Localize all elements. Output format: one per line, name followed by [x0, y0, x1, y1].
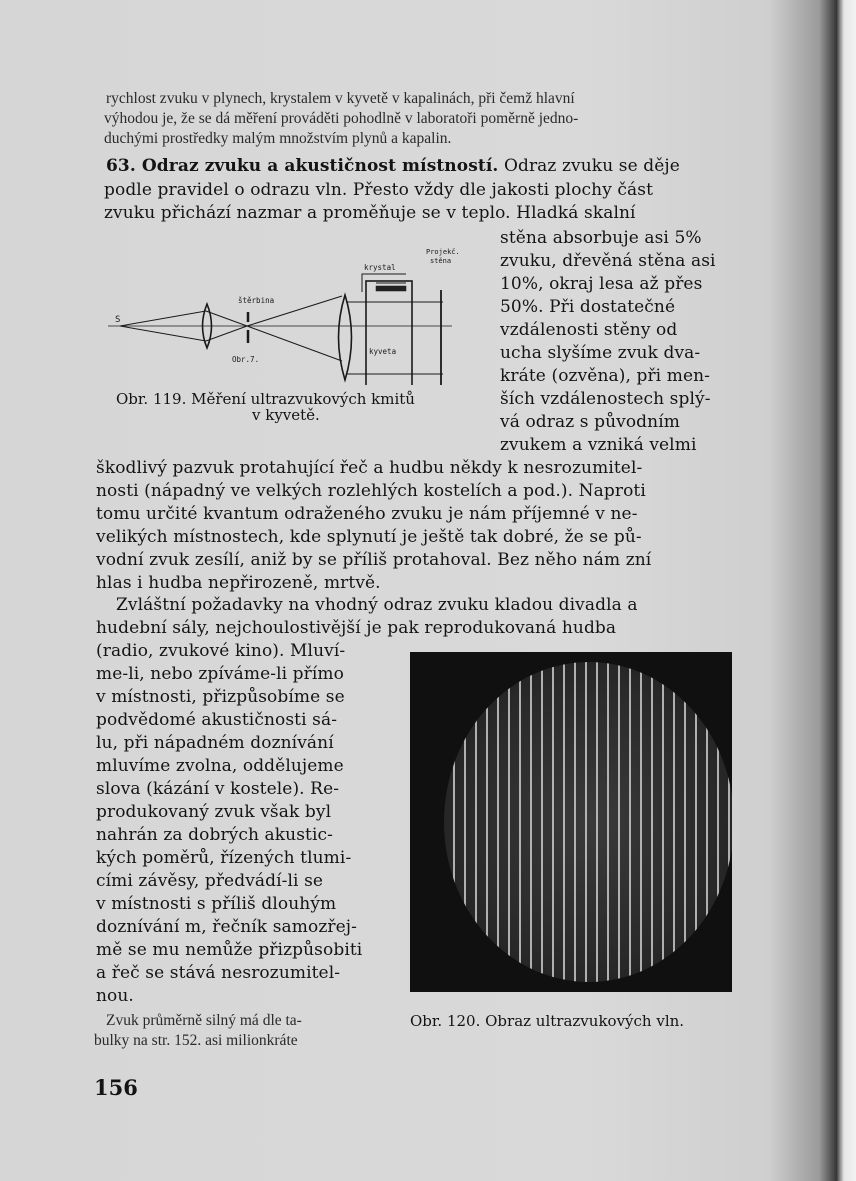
- right-col-line: zvukem a vzniká velmi: [500, 435, 697, 455]
- footer-line-1: Zvuk průměrně silný má dle ta-: [106, 1012, 302, 1029]
- figure-119-caption-1: Obr. 119. Měření ultrazvukových kmitů: [116, 390, 415, 408]
- left-col-line: nahrán za dobrých akustic-: [96, 825, 333, 845]
- section-heading: 63. Odraz zvuku a akustičnost místností.: [106, 156, 499, 176]
- body-line: tomu určité kvantum odraženého zvuku je nám příjemné v ne-: [96, 504, 638, 524]
- label-cuvette: kyveta: [369, 347, 397, 356]
- right-col-line: vzdálenosti stěny od: [500, 320, 678, 340]
- label-screen-1: Projekč.: [426, 248, 460, 256]
- footer-line-2: bulky na str. 152. asi milionkráte: [94, 1032, 298, 1049]
- label-slit: štěrbina: [238, 296, 275, 305]
- label-screen-2: stěna: [430, 257, 452, 265]
- label-source: S: [115, 315, 121, 325]
- body-line: velikých místnostech, kde splynutí je ještě tak dobré, že se pů-: [96, 527, 642, 547]
- ultrasound-wave-pattern: [444, 662, 732, 982]
- left-col-line: slova (kázání v kostele). Re-: [96, 779, 340, 799]
- body-line: hudební sály, nejchoulostivější je pak reprodukovaná hudba: [96, 618, 617, 638]
- section-heading-line: [106, 156, 680, 177]
- body-line: hlas i hudba nepřirozeně, mrtvě.: [96, 573, 381, 593]
- left-col-line: doznívání m, řečník samozřej-: [96, 917, 357, 937]
- right-col-line: 10%, okraj lesa až přes: [500, 274, 703, 294]
- left-col-line: produkovaný zvuk však byl: [96, 802, 332, 822]
- left-col-line: lu, při nápadném doznívání: [96, 733, 334, 753]
- body-line: škodlivý pazvuk protahující řeč a hudbu někdy k nesrozumitel-: [96, 458, 643, 478]
- page-number: 156: [94, 1075, 138, 1100]
- left-col-line: v místnosti s příliš dlouhým: [96, 894, 337, 914]
- section-heading-rest: Odraz zvuku se děje: [503, 156, 680, 176]
- label-crystal: krystal: [364, 263, 396, 272]
- left-col-line: podvědomé akustičnosti sá-: [96, 710, 338, 730]
- right-col-line: kráte (ozvěna), při men-: [500, 366, 710, 386]
- page-edge-shadow: [836, 0, 856, 1181]
- intro-line-2: výhodou je, že se dá měření prováděti pohodlně v laboratoři poměrně jedno-: [104, 110, 579, 127]
- label-obr7: Obr.7.: [232, 355, 260, 364]
- figure-120-caption: Obr. 120. Obraz ultrazvukových vln.: [410, 1012, 685, 1030]
- right-col-line: zvuku, dřevěná stěna asi: [500, 251, 716, 271]
- figure-119-caption-2: v kyvetě.: [252, 406, 320, 424]
- figure-119-diagram: [100, 240, 460, 385]
- left-col-line: kých poměrů, řízených tlumi-: [96, 848, 352, 868]
- left-col-line: a řeč se stává nesrozumitel-: [96, 963, 341, 983]
- body-line: vodní zvuk zesílí, aniž by se příliš protahoval. Bez něho nám zní: [96, 550, 652, 570]
- left-col-line: cími závěsy, předvádí-li se: [96, 871, 324, 891]
- intro-line-1: rychlost zvuku v plynech, krystalem v kyvetě v kapalinách, při čemž hlavní: [106, 90, 575, 107]
- figure-120-photo: [410, 652, 732, 992]
- left-col-line: v místnosti, přizpůsobíme se: [96, 687, 345, 707]
- left-col-line: (radio, zvukové kino). Mluví-: [96, 641, 346, 661]
- right-col-line: vá odraz s původním: [500, 412, 680, 432]
- body-line: podle pravidel o odrazu vln. Přesto vždy dle jakosti plochy část: [104, 180, 654, 200]
- right-col-line: ších vzdálenostech splý-: [500, 389, 711, 409]
- intro-line-3: duchými prostředky malým množstvím plynů a kapalin.: [104, 130, 452, 147]
- left-col-line: mě se mu nemůže přizpůsobiti: [96, 940, 363, 960]
- right-col-line: stěna absorbuje asi 5%: [500, 228, 702, 248]
- left-col-line: nou.: [96, 986, 134, 1006]
- left-col-line: me-li, nebo zpíváme-li přímo: [96, 664, 344, 684]
- body-line: zvuku přichází nazmar a proměňuje se v teplo. Hladká skalní: [104, 203, 636, 223]
- right-col-line: 50%. Při dostatečné: [500, 297, 676, 317]
- body-line: Zvláštní požadavky na vhodný odraz zvuku kladou divadla a: [116, 595, 638, 615]
- body-line: nosti (nápadný ve velkých rozlehlých kostelích a pod.). Naproti: [96, 481, 646, 501]
- left-col-line: mluvíme zvolna, oddělujeme: [96, 756, 344, 776]
- right-col-line: ucha slyšíme zvuk dva-: [500, 343, 701, 363]
